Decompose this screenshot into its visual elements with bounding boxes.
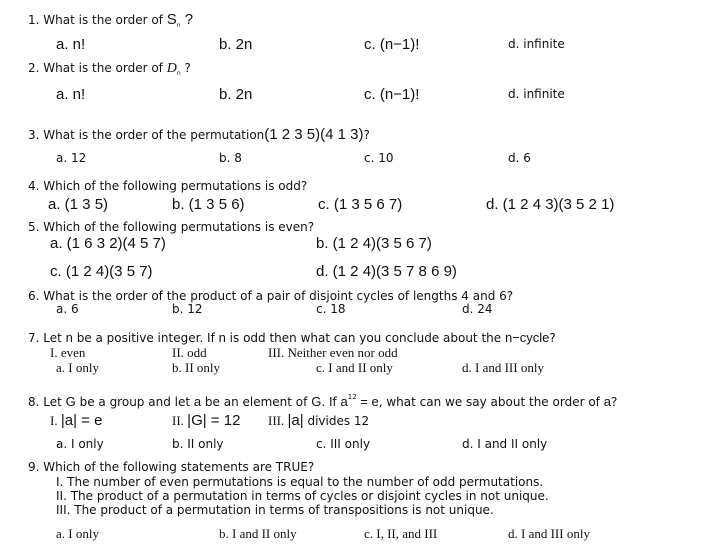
q7-option-d[interactable]: d. I and III only <box>462 360 544 375</box>
q3-expression: (1 2 3 5)(4 1 3) <box>264 126 364 143</box>
q1-stem: 1. What is the order of $S_n$ ? <box>28 11 194 29</box>
q8-statement-i: I. |a| = e <box>50 412 103 429</box>
q9-stem: 9. Which of the following statements are TRUE? <box>28 460 315 474</box>
q8-a-2: a <box>340 394 348 409</box>
q8-statement-iii: III. |a| divides 12 <box>268 412 370 429</box>
q8-a-3: a <box>603 394 611 409</box>
q4-option-d[interactable]: d. (1 2 4 3)(3 5 2 1) <box>486 196 615 213</box>
q9-option-b[interactable]: b. I and II only <box>219 526 297 541</box>
q2-option-c[interactable]: c. (n−1)! <box>364 86 420 103</box>
q8-ii-expr: |G| = 12 <box>187 412 241 429</box>
q2-option-d[interactable]: d. infinite <box>508 87 565 101</box>
q2-subscript: n <box>176 70 181 77</box>
q8-g-2: G <box>311 394 322 409</box>
q8-stem: 8. Let G be a group and let a be an element of G. If $a^{12} = e$, what can we say about the order of a? <box>28 393 618 409</box>
q5-option-a[interactable]: a. (1 6 3 2)(4 5 7) <box>50 235 166 252</box>
q3-end: ? <box>363 128 370 142</box>
q9-statement-ii: II. The product of a permutation in terms of cycles or disjoint cycles in not unique. <box>56 489 549 503</box>
q7-n-cycle: n−cycle <box>504 330 550 345</box>
q5-option-d[interactable]: d. (1 2 4)(3 5 7 8 6 9) <box>316 263 457 280</box>
q8-option-b[interactable]: b. II only <box>172 437 224 451</box>
q8-g: G <box>65 394 76 409</box>
q4-option-c[interactable]: c. (1 3 5 6 7) <box>318 196 403 213</box>
q7-option-a[interactable]: a. I only <box>56 360 99 375</box>
q7-n: n <box>65 330 73 345</box>
q6-option-a[interactable]: a. 6 <box>56 302 79 316</box>
q7-statement-i: I. even <box>50 345 86 360</box>
q2-option-a[interactable]: a. n! <box>56 86 86 103</box>
q2-stem: 2. What is the order of $D_n$ ? <box>28 61 191 77</box>
q9-option-a[interactable]: a. I only <box>56 526 99 541</box>
q4-option-b[interactable]: b. (1 3 5 6) <box>172 196 245 213</box>
q7-n-2: n <box>218 330 226 345</box>
q1-end: ? <box>180 11 194 28</box>
q3-option-c[interactable]: c. 10 <box>364 151 394 165</box>
q8-option-a[interactable]: a. I only <box>56 437 104 451</box>
q1-option-a[interactable]: a. n! <box>56 36 86 53</box>
q5-option-b[interactable]: b. (1 2 4)(3 5 6 7) <box>316 235 432 252</box>
q9-statement-iii: III. The product of a permutation in terms of transpositions is not unique. <box>56 503 494 517</box>
q1-option-b[interactable]: b. 2n <box>219 36 253 53</box>
q7-statement-ii: II. odd <box>172 345 207 360</box>
q7-statement-iii: III. Neither even nor odd <box>268 345 398 360</box>
q1-symbol: S <box>166 11 177 28</box>
q5-stem: 5. Which of the following permutations is even? <box>28 220 315 234</box>
q7-stem: 7. Let n be a positive integer. If n is odd then what can you conclude about the n−cycle? <box>28 330 556 345</box>
q6-option-c[interactable]: c. 18 <box>316 302 346 316</box>
q4-option-a[interactable]: a. (1 3 5) <box>48 196 109 213</box>
q3-stem: 3. What is the order of the permutation(1 2 3 5)(4 1 3)? <box>28 126 370 143</box>
q7-option-c[interactable]: c. I and II only <box>316 360 393 375</box>
q8-iii-expr: |a| <box>287 412 304 429</box>
q2-option-b[interactable]: b. 2n <box>219 86 253 103</box>
q1-subscript: n <box>176 22 181 29</box>
q8-option-d[interactable]: d. I and II only <box>462 437 548 451</box>
q6-stem: 6. What is the order of the product of a pair of disjoint cycles of lengths 4 and 6? <box>28 289 514 303</box>
q8-statement-ii: II. |G| = 12 <box>172 412 241 429</box>
q8-equals-e: = e <box>356 394 379 409</box>
q3-option-d[interactable]: d. 6 <box>508 151 531 165</box>
q8-a: a <box>193 394 202 409</box>
q9-option-c[interactable]: c. I, II, and III <box>364 526 438 541</box>
q1-option-c[interactable]: c. (n−1)! <box>364 36 420 53</box>
q1-option-d[interactable]: d. infinite <box>508 37 565 51</box>
q2-end: ? <box>180 61 191 75</box>
q8-option-c[interactable]: c. III only <box>316 437 371 451</box>
q7-option-b[interactable]: b. II only <box>172 360 221 375</box>
q8-exponent: 12 <box>347 393 357 401</box>
q5-option-c[interactable]: c. (1 2 4)(3 5 7) <box>50 263 153 280</box>
q3-option-a[interactable]: a. 12 <box>56 151 87 165</box>
q6-option-b[interactable]: b. 12 <box>172 302 203 316</box>
q3-option-b[interactable]: b. 8 <box>219 151 242 165</box>
q9-statement-i: I. The number of even permutations is equal to the number of odd permutations. <box>56 475 544 489</box>
q9-option-d[interactable]: d. I and III only <box>508 526 590 541</box>
q2-symbol: D <box>166 61 177 76</box>
q4-stem: 4. Which of the following permutations is odd? <box>28 179 308 193</box>
q6-option-d[interactable]: d. 24 <box>462 302 493 316</box>
q8-i-expr: |a| = e <box>60 412 103 429</box>
